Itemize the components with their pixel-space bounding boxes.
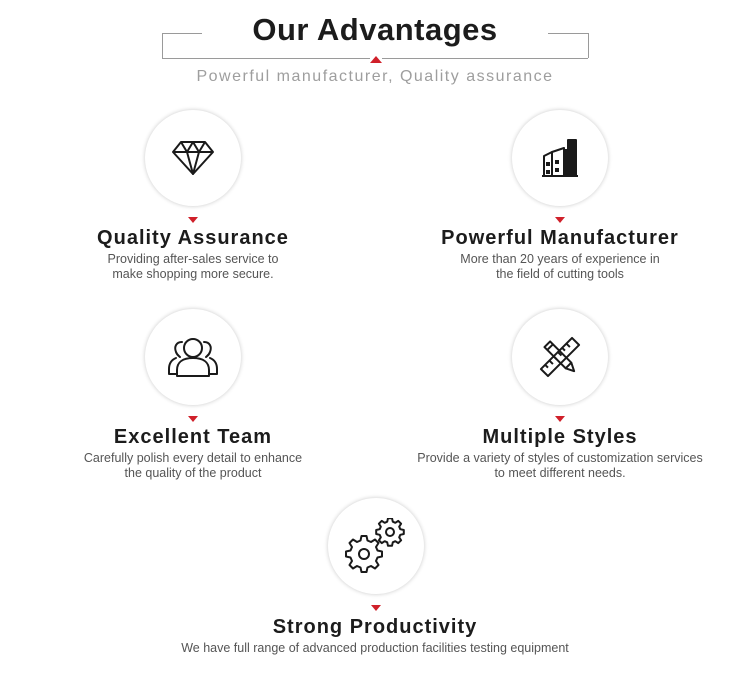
diamond-icon <box>145 110 241 206</box>
red-marker <box>188 416 198 422</box>
red-marker <box>371 605 381 611</box>
page-title: Our Advantages <box>252 12 498 47</box>
feature-description: We have full range of advanced production facilities testing equipment <box>181 641 569 655</box>
red-marker <box>188 217 198 223</box>
ruler-pencil-icon <box>512 309 608 405</box>
feature-description: Provide a variety of styles of customization services to meet different needs. <box>417 451 703 480</box>
feature-title: Strong Productivity <box>272 616 478 638</box>
title-arrow-marker <box>370 56 382 63</box>
feature-description: Carefully polish every detail to enhance the quality of the product <box>83 451 303 480</box>
feature-title: Multiple Styles <box>482 426 638 448</box>
factory-icon <box>512 110 608 206</box>
feature-title: Excellent Team <box>113 426 273 448</box>
team-icon <box>145 309 241 405</box>
page-subtitle: Powerful manufacturer, Quality assurance <box>196 68 554 85</box>
red-marker <box>555 416 565 422</box>
feature-title: Quality Assurance <box>97 227 289 249</box>
feature-description: More than 20 years of experience in the field of cutting tools <box>460 252 660 281</box>
feature-title: Powerful Manufacturer <box>441 227 679 249</box>
red-marker <box>555 217 565 223</box>
feature-description: Providing after-sales service to make shopping more secure. <box>107 252 279 281</box>
gears-icon <box>328 498 424 594</box>
